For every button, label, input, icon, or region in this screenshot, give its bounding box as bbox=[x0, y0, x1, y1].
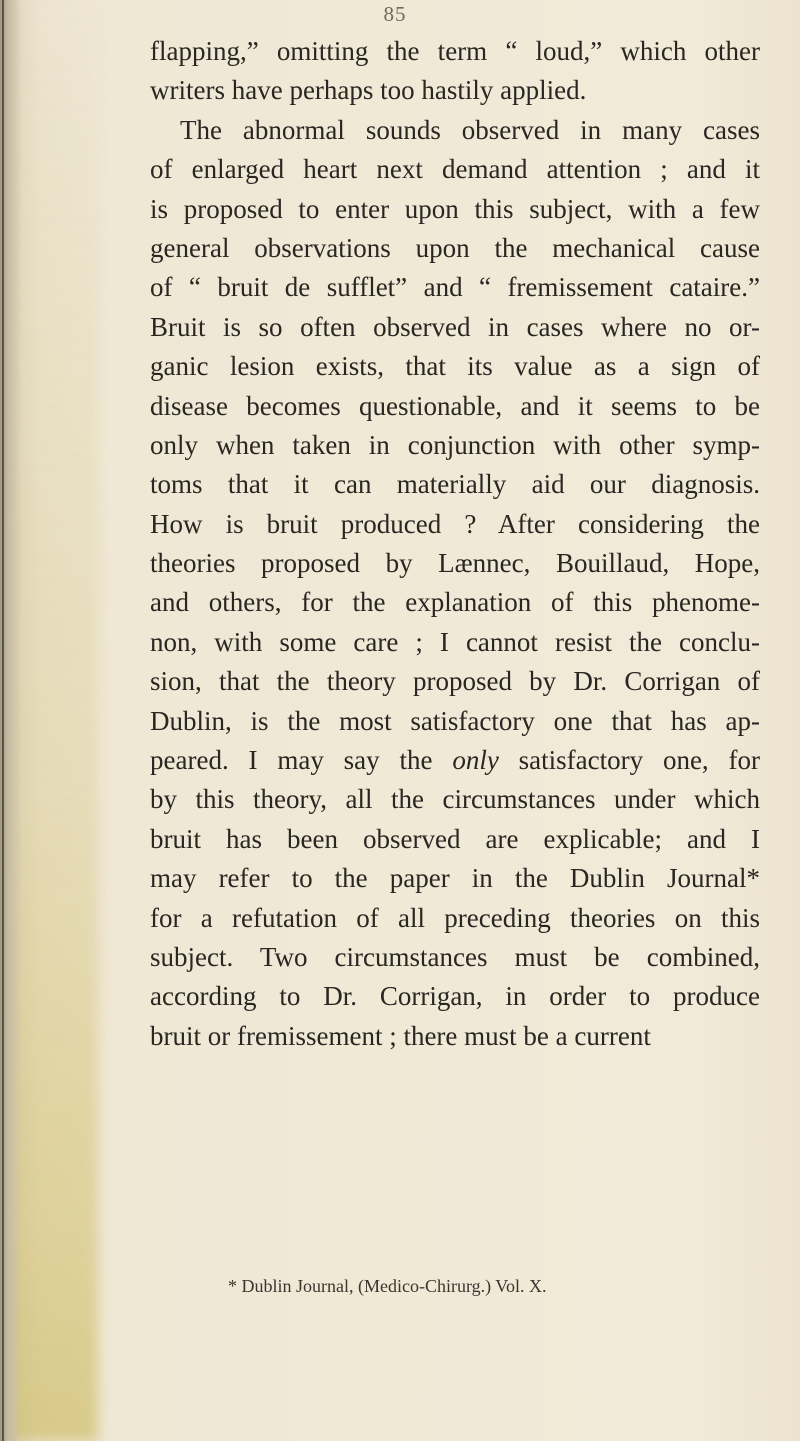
text-line: non, with some care ; I cannot resist the conclu- bbox=[150, 626, 760, 657]
text-line: ganic lesion exists, that its value as a sign of bbox=[150, 351, 760, 382]
text-line: toms that it can materially aid our diagnosis. bbox=[150, 469, 760, 500]
text-line: sion, that the theory proposed by Dr. Corrigan of bbox=[150, 666, 760, 697]
text-run: peared. I may say the bbox=[150, 745, 453, 776]
emphasis-only: only bbox=[452, 745, 499, 776]
footnote: * Dublin Journal, (Medico-Chirurg.) Vol. X. bbox=[228, 1276, 547, 1296]
text-line: subject. Two circumstances must be combined, bbox=[150, 941, 760, 972]
page-number: 85 bbox=[383, 2, 407, 26]
text-line: flapping,” omitting the term “ loud,” which other bbox=[150, 36, 760, 66]
text-line: of enlarged heart next demand attention ; and it bbox=[150, 154, 760, 185]
text-line: for a refutation of all preceding theories on this bbox=[150, 902, 760, 933]
text-line: writers have perhaps too hastily applied. bbox=[150, 75, 587, 106]
text-line: by this theory, all the circumstances under which bbox=[150, 784, 760, 815]
text-line: theories proposed by Lænnec, Bouillaud, Hope, bbox=[150, 548, 760, 579]
text-line: The abnormal sounds observed in many cases bbox=[180, 114, 760, 145]
text-line: disease becomes questionable, and it seems to be bbox=[150, 390, 760, 421]
spine-edge bbox=[2, 0, 4, 1441]
text-line: Bruit is so often observed in cases where no or- bbox=[150, 311, 760, 342]
text-line: only when taken in conjunction with other symp- bbox=[150, 429, 760, 460]
text-line: of “ bruit de sufflet” and “ fremissement cataire.” bbox=[150, 272, 760, 303]
text-line: may refer to the paper in the Dublin Journal* bbox=[150, 863, 760, 894]
text-line: and others, for the explanation of this phenome- bbox=[150, 587, 760, 618]
text-line: bruit has been observed are explicable; and I bbox=[150, 823, 760, 854]
text-line: according to Dr. Corrigan, in order to produce bbox=[150, 981, 760, 1012]
text-line: Dublin, is the most satisfactory one that has ap- bbox=[150, 705, 760, 736]
text-line: bruit or fremissement ; there must be a current bbox=[150, 1020, 651, 1051]
text-line-with-emphasis bbox=[150, 741, 760, 780]
text-line: How is bruit produced ? After considering the bbox=[150, 508, 760, 539]
text-run: satisfactory one, for bbox=[498, 745, 760, 776]
body-text bbox=[150, 32, 760, 1056]
text-line: general observations upon the mechanical cause bbox=[150, 232, 760, 263]
text-line: is proposed to enter upon this subject, with a few bbox=[150, 193, 760, 224]
